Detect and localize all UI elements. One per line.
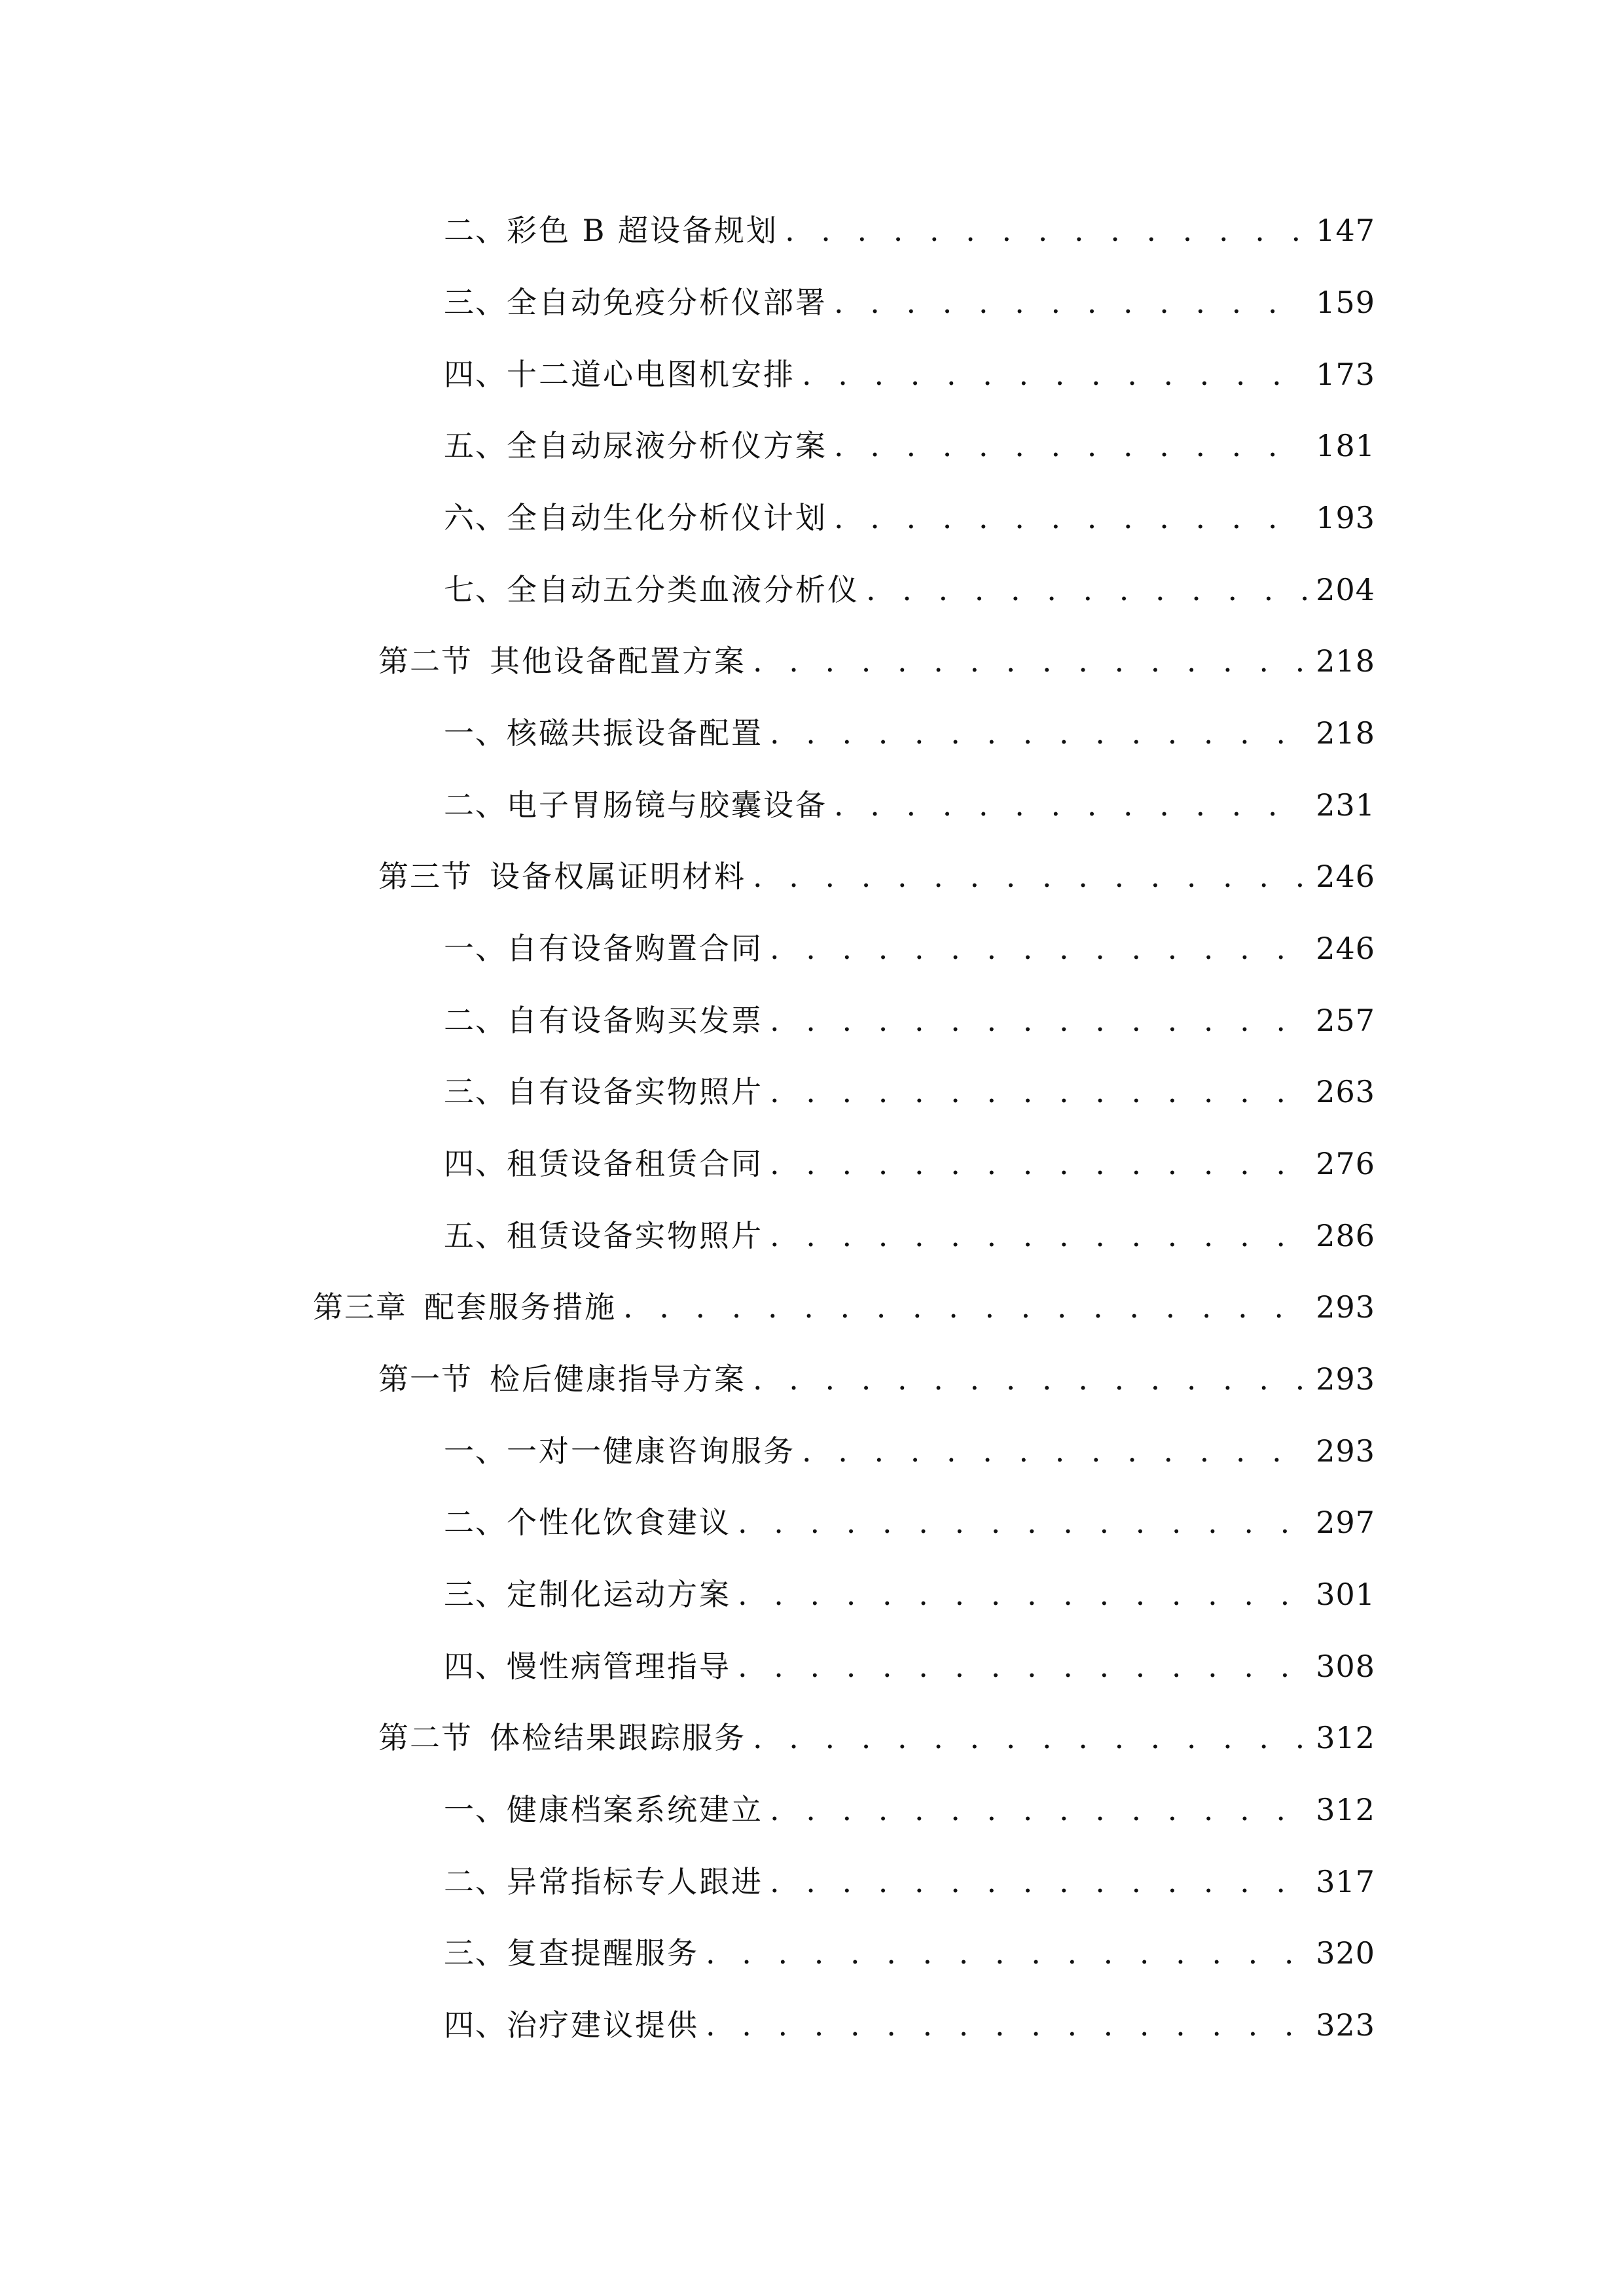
- toc-entry-title: 健康档案系统建立: [507, 1792, 763, 1827]
- toc-entry[interactable]: [0, 779, 1624, 831]
- toc-dot-leader: [623, 1281, 1307, 1333]
- toc-dot-leader: [753, 635, 1307, 687]
- toc-entry-title: 其他设备配置方案: [490, 643, 746, 679]
- toc-entry[interactable]: [0, 1712, 1624, 1764]
- toc-entry-page: 286: [1316, 1218, 1375, 1253]
- toc-entry-title: 复查提醒服务: [507, 1935, 699, 1971]
- toc-entry-number: 一、: [444, 931, 507, 966]
- toc-entry-number: 二、: [444, 1864, 507, 1899]
- toc-entry-page: 301: [1316, 1577, 1375, 1612]
- toc-entry-number: 三、: [444, 1074, 507, 1109]
- toc-dot-leader: [738, 1568, 1307, 1621]
- toc-entry-page: 193: [1316, 500, 1375, 535]
- toc-entry-title: 体检结果跟踪服务: [490, 1720, 746, 1755]
- toc-entry-number: 第一节: [378, 1361, 473, 1397]
- toc-entry[interactable]: [0, 707, 1624, 759]
- toc-entry-title: 检后健康指导方案: [490, 1361, 746, 1397]
- toc-entry-number: 二、: [444, 787, 507, 823]
- toc-dot-leader: [770, 1066, 1307, 1118]
- toc-dot-leader: [770, 707, 1307, 759]
- toc-dot-leader: [834, 276, 1307, 329]
- toc-entry-page: 246: [1316, 931, 1375, 966]
- toc-dot-leader: [738, 1496, 1307, 1549]
- toc-entry-page: 257: [1316, 1003, 1375, 1038]
- toc-dot-leader: [770, 1856, 1307, 1908]
- toc-dot-leader: [770, 1210, 1307, 1262]
- toc-entry-number: 三、: [444, 285, 507, 320]
- toc-entry-title: 治疗建议提供: [507, 2007, 699, 2043]
- toc-entry-title: 定制化运动方案: [507, 1577, 731, 1612]
- toc-entry[interactable]: [0, 1210, 1624, 1262]
- toc-entry[interactable]: [0, 1138, 1624, 1190]
- toc-dot-leader: [770, 1138, 1307, 1190]
- toc-entry-page: 293: [1316, 1361, 1375, 1397]
- toc-entry-page: 204: [1316, 572, 1375, 607]
- toc-dot-leader: [834, 492, 1307, 544]
- toc-entry[interactable]: [0, 1568, 1624, 1621]
- toc-entry[interactable]: [0, 1496, 1624, 1549]
- toc-entry[interactable]: [0, 1640, 1624, 1693]
- toc-entry-title: 慢性病管理指导: [507, 1649, 731, 1684]
- toc-entry-title: 配套服务措施: [424, 1289, 617, 1325]
- toc-entry-page: 181: [1316, 428, 1375, 463]
- toc-entry[interactable]: [0, 564, 1624, 616]
- toc-entry-number: 三、: [444, 1577, 507, 1612]
- toc-entry-number: 第二节: [378, 643, 473, 679]
- toc-entry[interactable]: [0, 276, 1624, 329]
- toc-entry[interactable]: [0, 348, 1624, 401]
- toc-entry[interactable]: [0, 1425, 1624, 1477]
- toc-entry-title: 租赁设备租赁合同: [507, 1146, 763, 1181]
- toc-entry-title: 一对一健康咨询服务: [507, 1433, 795, 1469]
- toc-entry-page: 317: [1316, 1864, 1375, 1899]
- toc-dot-leader: [753, 1712, 1307, 1764]
- toc-dot-leader: [834, 420, 1307, 472]
- toc-entry[interactable]: [0, 1999, 1624, 2051]
- toc-entry-title: 租赁设备实物照片: [507, 1218, 763, 1253]
- toc-entry-title: 自有设备实物照片: [507, 1074, 763, 1109]
- toc-entry-page: 173: [1316, 357, 1375, 392]
- toc-entry[interactable]: [0, 1066, 1624, 1118]
- toc-entry-title: 全自动生化分析仪计划: [507, 500, 827, 535]
- toc-entry-page: 147: [1316, 213, 1375, 248]
- toc-dot-leader: [770, 922, 1307, 975]
- toc-entry-title: 个性化饮食建议: [507, 1505, 731, 1540]
- toc-entry-number: 二、: [444, 213, 507, 248]
- toc-entry-page: 246: [1316, 859, 1375, 894]
- toc-dot-leader: [706, 1999, 1307, 2051]
- toc-entry-page: 297: [1316, 1505, 1375, 1540]
- toc-entry-number: 六、: [444, 500, 507, 535]
- toc-entry[interactable]: [0, 420, 1624, 472]
- toc-dot-leader: [802, 348, 1307, 401]
- toc-entry-page: 293: [1316, 1433, 1375, 1469]
- toc-entry-number: 二、: [444, 1003, 507, 1038]
- toc-entry-title: 全自动尿液分析仪方案: [507, 428, 827, 463]
- toc-entry-page: 218: [1316, 715, 1375, 751]
- toc-dot-leader: [770, 994, 1307, 1047]
- toc-entry-title: 异常指标专人跟进: [507, 1864, 763, 1899]
- toc-entry[interactable]: [0, 1353, 1624, 1405]
- toc-entry-number: 四、: [444, 357, 507, 392]
- toc-entry-page: 320: [1316, 1935, 1375, 1971]
- toc-dot-leader: [738, 1640, 1307, 1693]
- toc-entry-page: 293: [1316, 1289, 1375, 1325]
- toc-entry[interactable]: [0, 635, 1624, 687]
- toc-entry-page: 312: [1316, 1720, 1375, 1755]
- toc-dot-leader: [866, 564, 1307, 616]
- toc-entry-title: 自有设备购置合同: [507, 931, 763, 966]
- toc-entry-number: 一、: [444, 1792, 507, 1827]
- toc-entry[interactable]: [0, 1856, 1624, 1908]
- toc-entry-page: 276: [1316, 1146, 1375, 1181]
- toc-entry-page: 308: [1316, 1649, 1375, 1684]
- toc-entry[interactable]: [0, 1281, 1624, 1333]
- toc-entry-number: 七、: [444, 572, 507, 607]
- toc-entry-title: 电子胃肠镜与胶囊设备: [507, 787, 827, 823]
- toc-entry-title: 全自动五分类血液分析仪: [507, 572, 859, 607]
- toc-entry-title: 全自动免疫分析仪部署: [507, 285, 827, 320]
- toc-entry-number: 五、: [444, 428, 507, 463]
- toc-entry-number: 五、: [444, 1218, 507, 1253]
- toc-entry[interactable]: [0, 850, 1624, 903]
- toc-entry-title: 自有设备购买发票: [507, 1003, 763, 1038]
- toc-dot-leader: [706, 1927, 1307, 1979]
- toc-entry-number: 一、: [444, 715, 507, 751]
- toc-entry-number: 一、: [444, 1433, 507, 1469]
- toc-entry-page: 159: [1316, 285, 1375, 320]
- toc-dot-leader: [802, 1425, 1307, 1477]
- toc-dot-leader: [785, 204, 1307, 257]
- toc-entry-number: 二、: [444, 1505, 507, 1540]
- toc-entry-number: 第二节: [378, 1720, 473, 1755]
- toc-dot-leader: [753, 850, 1307, 903]
- toc-entry-page: 218: [1316, 643, 1375, 679]
- toc-entry-number: 第三节: [378, 859, 473, 894]
- toc-dot-leader: [834, 779, 1307, 831]
- toc-entry[interactable]: [0, 1927, 1624, 1979]
- toc-entry-number: 三、: [444, 1935, 507, 1971]
- toc-dot-leader: [753, 1353, 1307, 1405]
- toc-entry[interactable]: [0, 994, 1624, 1047]
- toc-entry-page: 231: [1316, 787, 1375, 823]
- toc-entry[interactable]: [0, 922, 1624, 975]
- toc-entry-number: 四、: [444, 2007, 507, 2043]
- toc-dot-leader: [770, 1784, 1307, 1836]
- toc-entry-title: 彩色 B 超设备规划: [507, 213, 779, 248]
- toc-entry-page: 312: [1316, 1792, 1375, 1827]
- toc-entry[interactable]: [0, 204, 1624, 257]
- toc-entry-number: 四、: [444, 1146, 507, 1181]
- toc-entry[interactable]: [0, 492, 1624, 544]
- toc-entry-title: 十二道心电图机安排: [507, 357, 795, 392]
- toc-entry-page: 323: [1316, 2007, 1375, 2043]
- toc-entry-title: 设备权属证明材料: [490, 859, 746, 894]
- toc-entry-title: 核磁共振设备配置: [507, 715, 763, 751]
- toc-entry-number: 四、: [444, 1649, 507, 1684]
- toc-entry[interactable]: [0, 1784, 1624, 1836]
- toc-entry-page: 263: [1316, 1074, 1375, 1109]
- toc-entry-number: 第三章: [313, 1289, 407, 1325]
